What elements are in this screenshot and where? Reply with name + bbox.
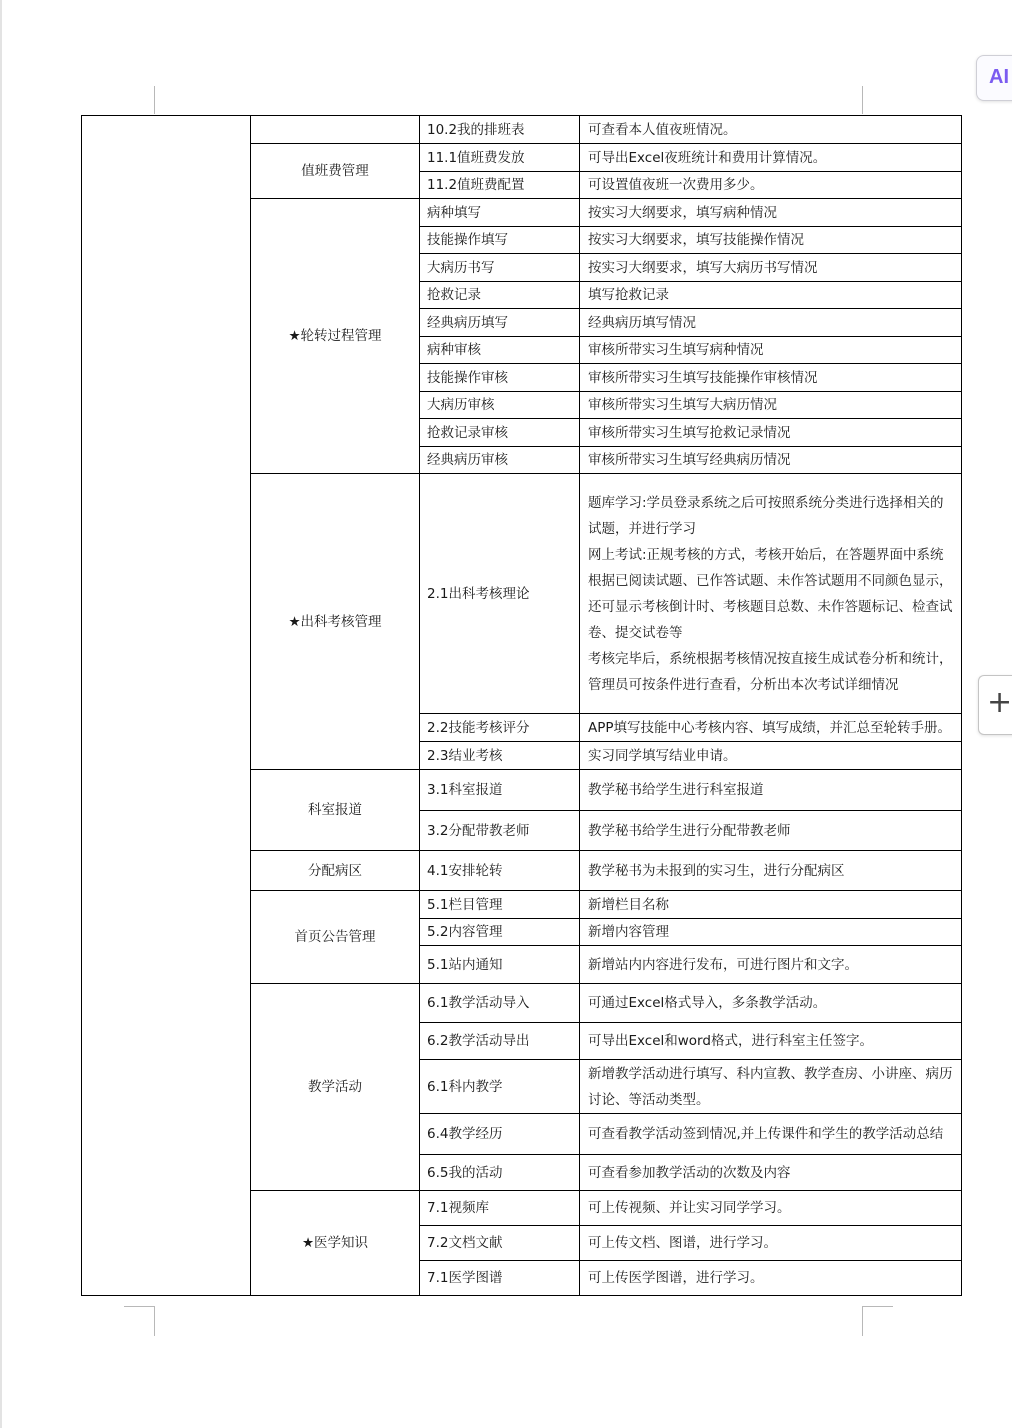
module-cell: 首页公告管理 <box>251 891 420 984</box>
subfunction-cell: 大病历审核 <box>420 392 580 419</box>
subfunction-cell: 抢救记录 <box>420 282 580 309</box>
subfunction-cell: 11.1值班费发放 <box>420 144 580 172</box>
subfunction-cell: 4.1安排轮转 <box>420 851 580 891</box>
subfunction-cell: 2.3结业考核 <box>420 742 580 770</box>
subfunction-cell: 5.1栏目管理 <box>420 891 580 919</box>
description-paragraph: 考核完毕后，系统根据考核情况按直接生成试卷分析和统计，管理员可按条件进行查看，分析出本次考试详细情况 <box>588 650 953 693</box>
description-cell: 新增教学活动进行填写、科内宣教、教学查房、小讲座、病历讨论、等活动类型。 <box>580 1060 962 1114</box>
subfunction-cell: 技能操作填写 <box>420 227 580 254</box>
page-left-edge <box>0 0 2 1428</box>
subfunction-cell: 抢救记录审核 <box>420 419 580 447</box>
module-cell: 值班费管理 <box>251 144 420 199</box>
description-cell: APP填写技能中心考核内容、填写成绩，并汇总至轮转手册。 <box>580 714 962 742</box>
subfunction-cell: 6.4教学经历 <box>420 1114 580 1155</box>
subfunction-cell: 2.1出科考核理论 <box>420 474 580 714</box>
ai-label: AI <box>989 66 1009 88</box>
description-cell: 可查看教学活动签到情况,并上传课件和学生的教学活动总结 <box>580 1114 962 1155</box>
description-cell <box>580 474 962 714</box>
module-cell: 分配病区 <box>251 851 420 891</box>
crop-mark-top-left-v <box>154 86 155 114</box>
subfunction-cell: 10.2我的排班表 <box>420 116 580 144</box>
subfunction-cell: 7.1视频库 <box>420 1191 580 1226</box>
subfunction-cell: 6.1科内教学 <box>420 1060 580 1114</box>
module-cell: 教学活动 <box>251 984 420 1191</box>
plus-icon: + <box>987 685 1012 720</box>
description-cell: 教学秘书为未报到的实习生，进行分配病区 <box>580 851 962 891</box>
subfunction-cell: 6.2教学活动导出 <box>420 1023 580 1060</box>
description-cell: 可查看参加教学活动的次数及内容 <box>580 1155 962 1191</box>
description-cell: 可导出Excel和word格式，进行科室主任签字。 <box>580 1023 962 1060</box>
ai-assistant-button[interactable] <box>976 55 1012 101</box>
description-cell: 教学秘书给学生进行科室报道 <box>580 770 962 811</box>
description-cell: 填写抢救记录 <box>580 282 962 309</box>
description-cell: 审核所带实习生填写技能操作审核情况 <box>580 364 962 392</box>
description-cell: 可上传视频、并让实习同学学习。 <box>580 1191 962 1226</box>
description-paragraph: 网上考试:正规考核的方式，考核开始后，在答题界面中系统根据已阅读试题、已作答试题、未作答试题用不同颜色显示，还可显示考核倒计时、考核题目总数、未作答题标记、检查试卷、提交试卷等 <box>588 546 953 641</box>
crop-mark-bottom-right-h <box>862 1306 893 1307</box>
module-cell <box>251 116 420 144</box>
category-cell <box>82 116 251 1296</box>
description-cell: 可设置值夜班一次费用多少。 <box>580 172 962 199</box>
description-cell: 经典病历填写情况 <box>580 309 962 337</box>
description-cell: 新增内容管理 <box>580 919 962 946</box>
subfunction-cell: 技能操作审核 <box>420 364 580 392</box>
description-cell: 按实习大纲要求，填写病种情况 <box>580 199 962 227</box>
crop-mark-bottom-left-h <box>124 1306 155 1307</box>
module-cell: ★医学知识 <box>251 1191 420 1296</box>
description-cell: 审核所带实习生填写病种情况 <box>580 337 962 364</box>
description-cell: 实习同学填写结业申请。 <box>580 742 962 770</box>
subfunction-cell: 经典病历审核 <box>420 447 580 474</box>
subfunction-cell: 3.1科室报道 <box>420 770 580 811</box>
description-cell: 按实习大纲要求，填写大病历书写情况 <box>580 254 962 282</box>
feature-table <box>81 115 962 1296</box>
subfunction-cell: 6.5我的活动 <box>420 1155 580 1191</box>
subfunction-cell: 11.2值班费配置 <box>420 172 580 199</box>
description-cell: 审核所带实习生填写大病历情况 <box>580 392 962 419</box>
subfunction-cell: 6.1教学活动导入 <box>420 984 580 1023</box>
subfunction-cell: 7.1医学图谱 <box>420 1261 580 1296</box>
subfunction-cell: 病种填写 <box>420 199 580 227</box>
module-cell: 科室报道 <box>251 770 420 851</box>
description-cell: 可通过Excel格式导入，多条教学活动。 <box>580 984 962 1023</box>
description-cell: 新增栏目名称 <box>580 891 962 919</box>
subfunction-cell: 大病历书写 <box>420 254 580 282</box>
subfunction-cell: 5.2内容管理 <box>420 919 580 946</box>
description-cell: 可上传文档、图谱，进行学习。 <box>580 1226 962 1261</box>
crop-mark-top-right-v <box>862 86 863 114</box>
description-cell: 可上传医学图谱，进行学习。 <box>580 1261 962 1296</box>
subfunction-cell: 2.2技能考核评分 <box>420 714 580 742</box>
subfunction-cell: 经典病历填写 <box>420 309 580 337</box>
crop-mark-bottom-right-v <box>862 1306 863 1336</box>
table-row <box>82 116 962 144</box>
module-cell: ★轮转过程管理 <box>251 199 420 474</box>
description-cell: 可导出Excel夜班统计和费用计算情况。 <box>580 144 962 172</box>
subfunction-cell: 7.2文档文献 <box>420 1226 580 1261</box>
crop-mark-bottom-left-v <box>154 1306 155 1336</box>
description-cell: 新增站内内容进行发布，可进行图片和文字。 <box>580 946 962 984</box>
module-cell: ★出科考核管理 <box>251 474 420 770</box>
add-button[interactable] <box>978 675 1012 735</box>
subfunction-cell: 病种审核 <box>420 337 580 364</box>
description-cell: 审核所带实习生填写抢救记录情况 <box>580 419 962 447</box>
description-cell: 教学秘书给学生进行分配带教老师 <box>580 811 962 851</box>
description-cell: 审核所带实习生填写经典病历情况 <box>580 447 962 474</box>
subfunction-cell: 5.1站内通知 <box>420 946 580 984</box>
description-cell: 按实习大纲要求，填写技能操作情况 <box>580 227 962 254</box>
description-cell: 可查看本人值夜班情况。 <box>580 116 962 144</box>
subfunction-cell: 3.2分配带教老师 <box>420 811 580 851</box>
description-paragraph: 题库学习:学员登录系统之后可按照系统分类进行选择相关的试题，并进行学习 <box>588 494 944 537</box>
